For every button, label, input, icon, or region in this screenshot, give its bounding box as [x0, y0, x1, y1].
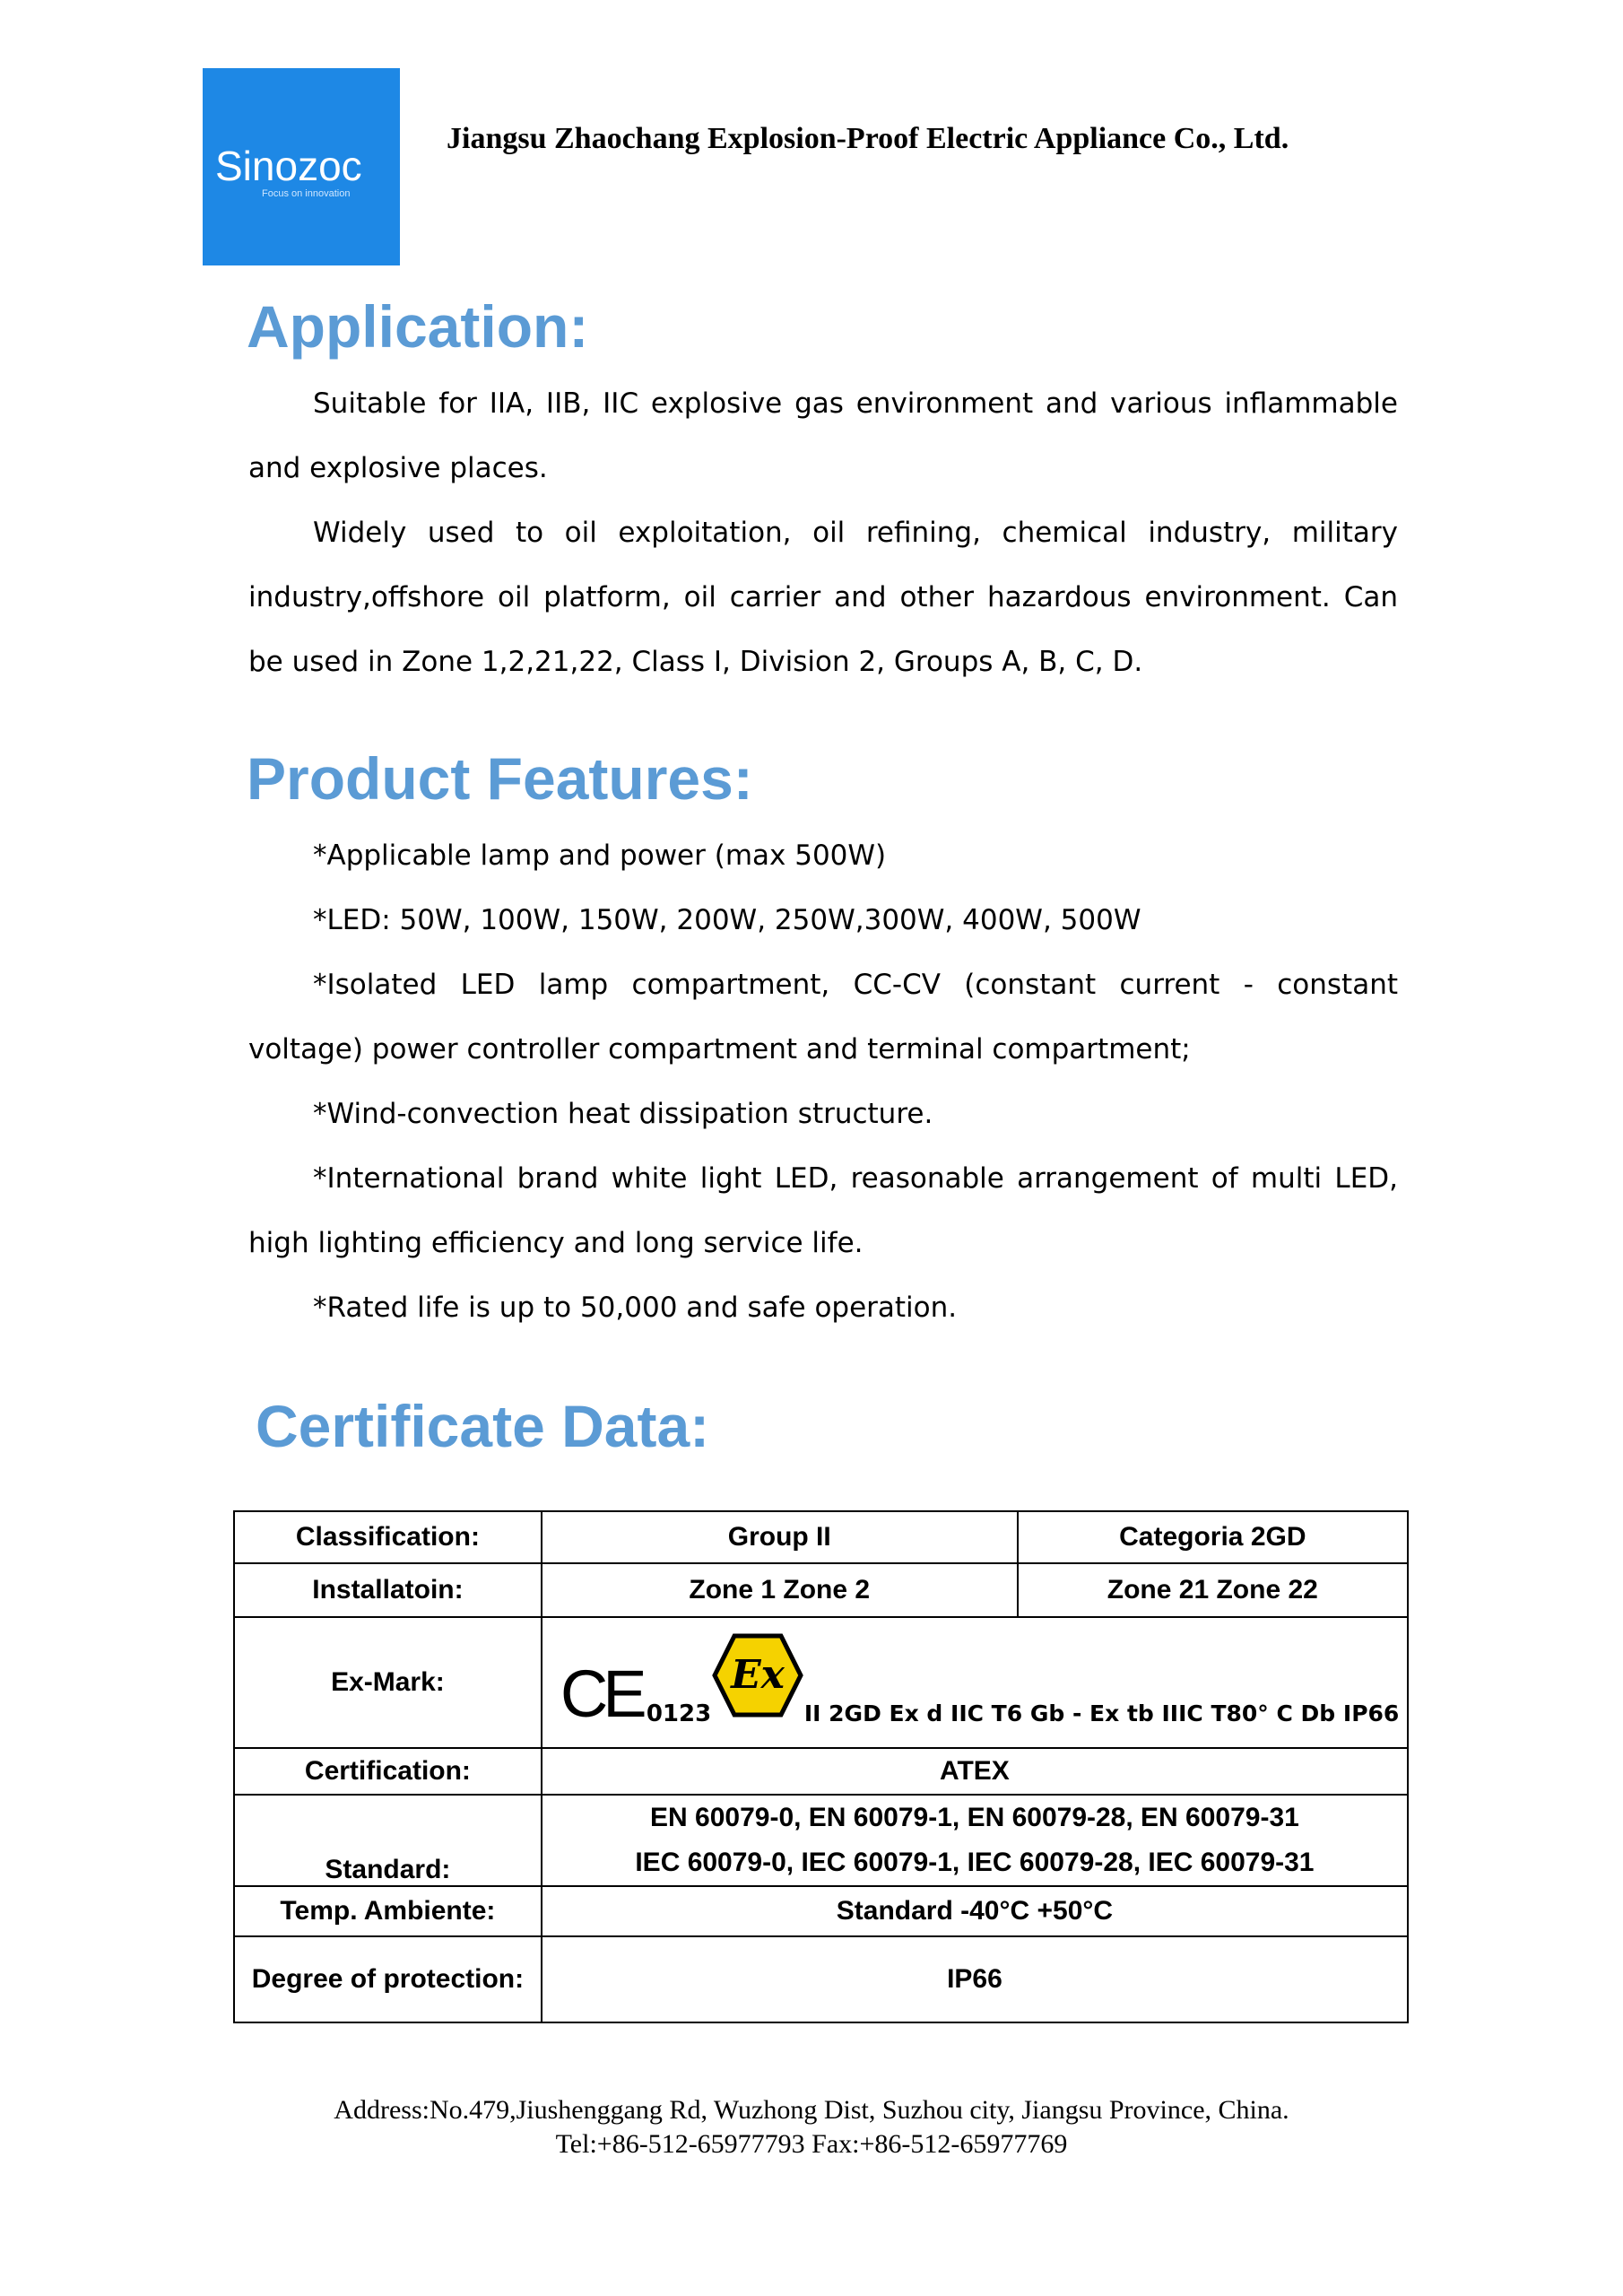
logo-wordmark: Sinozoc [215, 143, 362, 189]
protection-value: IP66 [542, 1936, 1408, 2022]
table-row [234, 1748, 1408, 1795]
footer-address: Address:No.479,Jiushenggang Rd, Wuzhong Dist, Suzhou city, Jiangsu Province, China. [334, 2095, 1289, 2125]
standard-line-iec: IEC 60079-0, IEC 60079-1, IEC 60079-28, IEC 60079-31 [635, 1848, 1315, 1877]
application-paragraph-2: Widely used to oil exploitation, oil refining, chemical industry, military industry,offshore oil platform, oil carrier and other hazardous environment. Can be used in Zone 1,2,21,22, Class I, Division 2, Groups A, B, C, D. [248, 517, 1398, 678]
exmark-cell [542, 1617, 1408, 1748]
footer-contact: Tel:+86-512-65977793 Fax:+86-512-65977769 [555, 2129, 1068, 2159]
certificate-heading: Certificate Data: [256, 1393, 710, 1459]
application-heading: Application: [247, 293, 589, 360]
feature-item: *Applicable lamp and power (max 500W) [313, 839, 887, 872]
certification-label: Certification: [234, 1748, 542, 1795]
table-row [234, 1886, 1408, 1936]
ex-hexagon-icon [711, 1632, 804, 1718]
standard-line-en: EN 60079-0, EN 60079-1, EN 60079-28, EN 60079-31 [650, 1803, 1299, 1832]
table-row [234, 1936, 1408, 2022]
table-row [234, 1511, 1408, 1563]
application-paragraph-1: Suitable for IIA, IIB, IIC explosive gas environment and various inflammable and explosive places. [248, 387, 1398, 484]
classification-category: Categoria 2GD [1018, 1511, 1408, 1563]
exmark-code: II 2GD Ex d IIC T6 Gb - Ex tb IIIC T80° C Db IP66 [803, 1700, 1400, 1726]
certification-value: ATEX [542, 1748, 1408, 1795]
installation-gas-zones: Zone 1 Zone 2 [542, 1563, 1018, 1617]
temp-label: Temp. Ambiente: [234, 1886, 542, 1936]
certificate-table [233, 1510, 1409, 2023]
temp-value: Standard -40°C +50°C [542, 1886, 1408, 1936]
table-row [234, 1795, 1408, 1886]
table-row [234, 1617, 1408, 1748]
feature-item: *Isolated LED lamp compartment, CC-CV (constant current - constant voltage) power controller compartment and terminal compartment; [248, 969, 1398, 1065]
classification-group: Group II [542, 1511, 1018, 1563]
standard-label: Standard: [234, 1795, 542, 1886]
notified-body-number: 0123 [646, 1700, 712, 1727]
standard-value [542, 1795, 1408, 1886]
logo-tagline: Focus on innovation [262, 188, 351, 199]
table-row [234, 1563, 1408, 1617]
feature-item: *International brand white light LED, reasonable arrangement of multi LED, high lighting efficiency and long service life. [248, 1162, 1398, 1259]
exmark-label: Ex-Mark: [234, 1617, 542, 1748]
feature-item: *Rated life is up to 50,000 and safe operation. [313, 1292, 958, 1324]
company-name: Jiangsu Zhaochang Explosion-Proof Electric Appliance Co., Ltd. [447, 122, 1289, 155]
ce-mark-icon: CE [560, 1657, 642, 1731]
classification-label: Classification: [234, 1511, 542, 1563]
feature-item: *Wind-convection heat dissipation structure. [313, 1098, 933, 1130]
installation-label: Installatoin: [234, 1563, 542, 1617]
installation-dust-zones: Zone 21 Zone 22 [1018, 1563, 1408, 1617]
feature-item: *LED: 50W, 100W, 150W, 200W, 250W,300W, 400W, 500W [313, 904, 1141, 936]
company-logo [203, 68, 400, 265]
protection-label: Degree of protection: [234, 1936, 542, 2022]
svg-text:Ex: Ex [730, 1652, 785, 1698]
features-heading: Product Features: [247, 745, 753, 812]
